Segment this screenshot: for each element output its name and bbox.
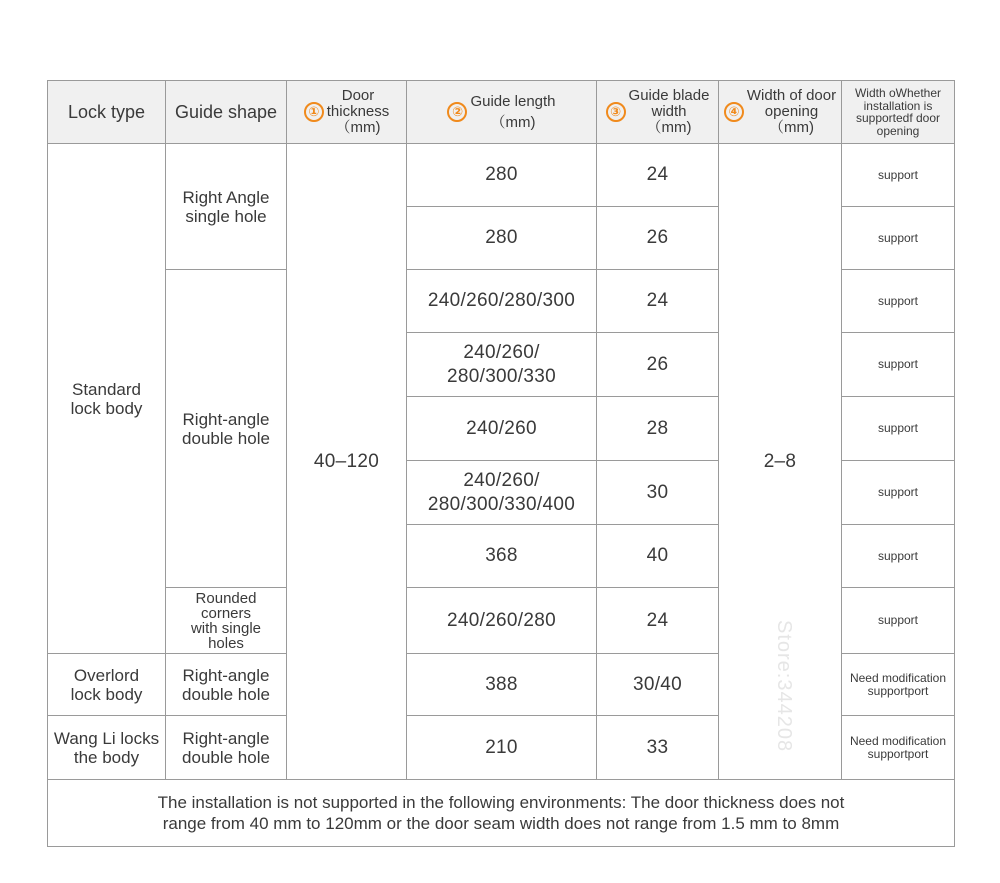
guide-length-text: 280/300/330 [447, 365, 556, 387]
support-cell [842, 588, 955, 654]
support-text: support [877, 485, 919, 499]
support-text: support [877, 548, 919, 563]
blade-width-cell: 28 [597, 397, 719, 461]
lock-type-wangli-line2: the body [73, 747, 140, 767]
guide-shape-rounded-single [166, 588, 287, 654]
guide-length-text: 240/260/ [463, 341, 540, 363]
guide-length-cell [407, 144, 597, 207]
lock-type-overlord-line1: Overlord [73, 665, 140, 685]
guide-shape-wangli-double [166, 716, 287, 780]
support-text: support [877, 613, 919, 627]
lock-type-standard-line2: lock body [70, 398, 143, 418]
installation-note-line1: The installation is not supported in the following environments: The door thickness does not [157, 793, 845, 812]
note-row [48, 780, 955, 847]
guide-shape-line2: double hole [182, 747, 270, 767]
support-cell [842, 397, 955, 461]
lock-type-standard [48, 144, 166, 654]
number-badge-4: ④ [724, 102, 744, 122]
number-badge-2: ② [447, 102, 467, 122]
guide-length-text: 280/300/330/400 [427, 493, 576, 515]
store-watermark: Store:344208 [773, 620, 795, 753]
header-door-thickness [287, 81, 407, 144]
blade-width-cell: 26 [597, 207, 719, 270]
header-guide-shape: Guide shape [166, 81, 287, 144]
guide-shape-line1: Right-angle [182, 728, 270, 748]
support-cell [842, 525, 955, 588]
guide-length-text: 240/260/ [463, 469, 540, 491]
guide-shape-overlord-double [166, 654, 287, 716]
header-lock-type: Lock type [48, 81, 166, 144]
header-guide-length-line1: Guide length [470, 93, 556, 110]
spec-table [47, 80, 955, 847]
header-opening-width-line2: opening [764, 103, 819, 120]
guide-length-text: 368 [485, 545, 518, 566]
support-text: Need modification [849, 733, 947, 748]
guide-length-cell [407, 525, 597, 588]
guide-length-text: 388 [485, 673, 518, 695]
guide-length-cell [407, 654, 597, 716]
guide-shape-line3: with single [190, 619, 262, 637]
header-door-thickness-line2: thickness [326, 103, 390, 120]
blade-width-cell: 24 [597, 270, 719, 333]
guide-length-cell [407, 716, 597, 780]
support-text: support [877, 421, 919, 435]
guide-length-cell [407, 588, 597, 654]
guide-length-text: 210 [485, 736, 518, 758]
support-text: supportport [867, 746, 929, 761]
support-text: supportport [867, 683, 929, 698]
blade-width-cell: 30 [597, 461, 719, 525]
header-opening-support-line4: opening [876, 123, 920, 138]
header-row [48, 81, 955, 144]
blade-width-cell: 33 [597, 716, 719, 780]
support-cell [842, 207, 955, 270]
installation-note-line2: range from 40 mm to 120mm or the door seam width does not range from 1.5 mm to 8mm [162, 814, 840, 833]
header-blade-width-unit: （mm) [646, 119, 692, 136]
lock-type-overlord [48, 654, 166, 716]
number-badge-3: ③ [606, 102, 626, 122]
header-opening-support-line3: supportedf door [855, 111, 941, 125]
header-door-thickness-line1: Door [341, 87, 375, 104]
header-opening-support-line2: installation is [863, 98, 933, 113]
support-cell [842, 654, 955, 716]
installation-note [48, 780, 955, 847]
guide-length-text: 280 [485, 164, 518, 185]
header-blade-width-line1: Guide blade [628, 87, 710, 104]
blade-width-cell: 24 [597, 588, 719, 654]
header-guide-length-unit: （mm) [490, 114, 536, 131]
guide-shape-line1: Right-angle [182, 409, 270, 429]
door-thickness-value: 40–120 [287, 144, 407, 780]
blade-width-cell: 24 [597, 144, 719, 207]
header-blade-width [597, 81, 719, 144]
blade-width-cell: 26 [597, 333, 719, 397]
opening-width-value: 2–8 [719, 144, 842, 780]
guide-shape-right-angle-double [166, 270, 287, 588]
lock-type-wangli-line1: Wang Li locks [53, 728, 160, 748]
support-text: support [877, 230, 919, 245]
support-cell [842, 333, 955, 397]
guide-length-cell [407, 461, 597, 525]
guide-shape-line2: double hole [182, 428, 270, 448]
guide-shape-line2: single hole [185, 206, 267, 226]
table-row [48, 144, 955, 207]
guide-length-cell [407, 333, 597, 397]
support-cell [842, 716, 955, 780]
support-text: support [877, 357, 919, 371]
lock-type-wangli [48, 716, 166, 780]
guide-length-text: 280 [485, 227, 518, 248]
guide-length-text: 240/260 [466, 417, 537, 439]
guide-length-cell [407, 270, 597, 333]
header-opening-support-line1: Width oWhether [854, 86, 942, 100]
header-opening-width [719, 81, 842, 144]
header-opening-support [842, 81, 955, 144]
header-opening-width-unit: （mm) [769, 119, 814, 136]
support-text: Need modification [849, 670, 947, 685]
support-cell [842, 270, 955, 333]
lock-type-overlord-line2: lock body [70, 684, 143, 704]
lock-type-standard-line1: Standard [72, 379, 141, 399]
blade-width-cell: 40 [597, 525, 719, 588]
support-cell [842, 144, 955, 207]
guide-shape-line1: Right-angle [182, 665, 270, 685]
guide-shape-line1: Right Angle [182, 187, 270, 207]
guide-shape-line2: corners [200, 604, 252, 622]
header-door-thickness-unit: （mm) [335, 119, 381, 136]
blade-width-cell: 30/40 [597, 654, 719, 716]
support-text: support [877, 167, 919, 182]
guide-length-cell [407, 207, 597, 270]
number-badge-1: ① [304, 102, 324, 122]
support-cell [842, 461, 955, 525]
guide-shape-line2: double hole [182, 684, 270, 704]
support-text: support [877, 293, 919, 308]
guide-shape-line1: Rounded [195, 589, 257, 607]
header-opening-width-line1: Width of door [746, 87, 837, 104]
guide-length-text: 240/260/280/300 [427, 290, 576, 311]
header-blade-width-line2: width [651, 103, 687, 120]
guide-length-text: 240/260/280 [447, 609, 556, 631]
guide-length-cell [407, 397, 597, 461]
header-guide-length [407, 81, 597, 144]
guide-shape-line4: holes [208, 634, 244, 652]
guide-shape-right-angle-single [166, 144, 287, 270]
